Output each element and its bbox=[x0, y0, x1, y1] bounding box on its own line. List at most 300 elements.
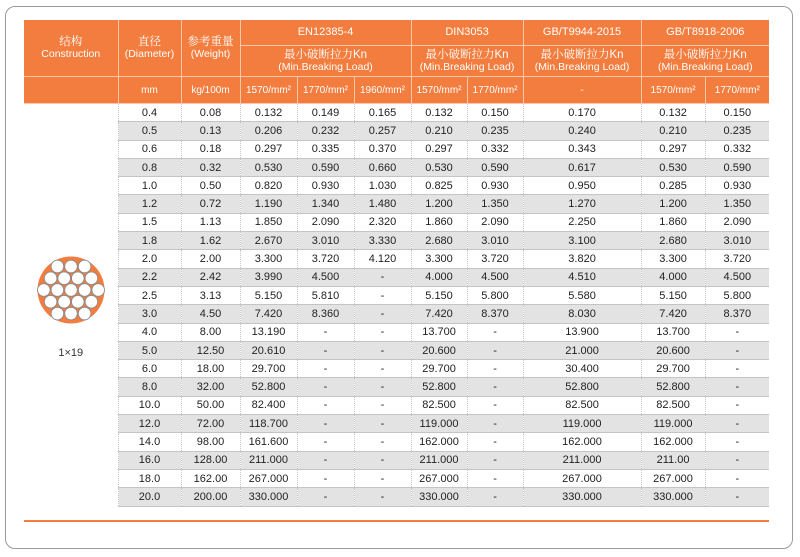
cell-gb1770: 4.500 bbox=[705, 268, 769, 286]
cell-en1570: 2.670 bbox=[240, 232, 297, 250]
cell-en1960: 0.370 bbox=[354, 140, 411, 158]
cell-din1770: 1.350 bbox=[467, 195, 523, 213]
cell-din1570: 330.000 bbox=[411, 488, 467, 506]
cell-en1770: - bbox=[297, 469, 354, 487]
wire-circle bbox=[64, 260, 77, 273]
cell-en1770: - bbox=[297, 396, 354, 414]
cell-gb1570: 52.800 bbox=[641, 378, 705, 396]
cell-en1960: - bbox=[354, 305, 411, 323]
cell-en1570: 29.700 bbox=[240, 360, 297, 378]
cell-en1570: 3.990 bbox=[240, 268, 297, 286]
cell-gb1570: 7.420 bbox=[641, 305, 705, 323]
cell-en1960: 2.320 bbox=[354, 213, 411, 231]
construction-header bbox=[24, 20, 118, 77]
cell-w: 0.72 bbox=[181, 195, 240, 213]
cell-gb9944: 3.100 bbox=[523, 232, 641, 250]
grade-1570-en: 1570/mm² bbox=[240, 77, 297, 104]
cell-din1570: 3.300 bbox=[411, 250, 467, 268]
cell-w: 2.42 bbox=[181, 268, 240, 286]
wire-circle bbox=[92, 283, 105, 296]
table-row bbox=[24, 360, 769, 378]
mbl-label-en: (Min.Breaking Load) bbox=[278, 61, 373, 73]
mbl-header-din3053 bbox=[411, 46, 523, 77]
cell-en1770: - bbox=[297, 488, 354, 506]
cell-en1770: 4.500 bbox=[297, 268, 354, 286]
cell-d: 10.0 bbox=[118, 396, 181, 414]
cell-en1770: 0.590 bbox=[297, 158, 354, 176]
mbl-label-en: (Min.Breaking Load) bbox=[419, 61, 515, 73]
table-row bbox=[24, 232, 769, 250]
cell-din1570: 0.210 bbox=[411, 122, 467, 140]
cell-gb1770: - bbox=[705, 451, 769, 469]
cell-din1570: 29.700 bbox=[411, 360, 467, 378]
wire-circle bbox=[51, 283, 64, 296]
cell-w: 3.13 bbox=[181, 286, 240, 304]
cell-gb1570: 29.700 bbox=[641, 360, 705, 378]
standard-en12385-header: EN12385-4 bbox=[240, 20, 411, 46]
cell-en1770: - bbox=[297, 415, 354, 433]
cell-din1770: 0.235 bbox=[467, 122, 523, 140]
cell-din1570: 0.297 bbox=[411, 140, 467, 158]
table-row bbox=[24, 140, 769, 158]
grade-1960-en: 1960/mm² bbox=[354, 77, 411, 104]
grade-1770-gb: 1770/mm² bbox=[705, 77, 769, 104]
construction-header-en: Construction bbox=[41, 48, 101, 60]
cell-gb9944: 162.000 bbox=[523, 433, 641, 451]
cell-en1770: 0.930 bbox=[297, 177, 354, 195]
cell-gb1770: - bbox=[705, 396, 769, 414]
cell-din1770: 3.010 bbox=[467, 232, 523, 250]
cell-gb1770: 8.370 bbox=[705, 305, 769, 323]
cell-din1570: 1.860 bbox=[411, 213, 467, 231]
cell-gb1770: - bbox=[705, 341, 769, 359]
cell-din1570: 1.200 bbox=[411, 195, 467, 213]
cell-en1570: 0.206 bbox=[240, 122, 297, 140]
cell-en1770: - bbox=[297, 360, 354, 378]
cell-gb1770: 3.720 bbox=[705, 250, 769, 268]
cell-en1570: 0.530 bbox=[240, 158, 297, 176]
cell-gb1570: 2.680 bbox=[641, 232, 705, 250]
cell-d: 2.0 bbox=[118, 250, 181, 268]
cell-en1960: 0.165 bbox=[354, 104, 411, 122]
spec-rows bbox=[24, 104, 769, 507]
grade-1570-gb: 1570/mm² bbox=[641, 77, 705, 104]
cell-en1570: 330.000 bbox=[240, 488, 297, 506]
cell-en1570: 267.000 bbox=[240, 469, 297, 487]
construction-cell bbox=[24, 104, 118, 507]
cell-gb1770: 0.235 bbox=[705, 122, 769, 140]
cell-w: 0.50 bbox=[181, 177, 240, 195]
cell-din1570: 52.800 bbox=[411, 378, 467, 396]
mbl-label-cn: 最小破断拉力Kn bbox=[283, 49, 368, 61]
cell-en1770: 5.810 bbox=[297, 286, 354, 304]
wire-circle bbox=[71, 295, 84, 308]
cell-din1570: 211.000 bbox=[411, 451, 467, 469]
cell-en1770: 3.720 bbox=[297, 250, 354, 268]
cell-gb1570: 13.700 bbox=[641, 323, 705, 341]
cell-d: 2.5 bbox=[118, 286, 181, 304]
table-row bbox=[24, 268, 769, 286]
cell-en1960: 1.480 bbox=[354, 195, 411, 213]
cell-gb9944: 8.030 bbox=[523, 305, 641, 323]
cell-din1770: - bbox=[467, 488, 523, 506]
cell-gb1770: - bbox=[705, 415, 769, 433]
cell-d: 1.2 bbox=[118, 195, 181, 213]
cell-din1770: 0.332 bbox=[467, 140, 523, 158]
cell-gb1770: - bbox=[705, 360, 769, 378]
cell-en1960: - bbox=[354, 451, 411, 469]
cell-w: 4.50 bbox=[181, 305, 240, 323]
table-row bbox=[24, 378, 769, 396]
bottom-accent-line bbox=[24, 520, 769, 522]
cell-din1770: - bbox=[467, 433, 523, 451]
table-row bbox=[24, 122, 769, 140]
cell-w: 1.62 bbox=[181, 232, 240, 250]
construction-unit-cell bbox=[24, 77, 118, 104]
table-row bbox=[24, 158, 769, 176]
cell-w: 128.00 bbox=[181, 451, 240, 469]
cell-din1570: 0.530 bbox=[411, 158, 467, 176]
cell-en1960: 3.330 bbox=[354, 232, 411, 250]
cell-d: 1.5 bbox=[118, 213, 181, 231]
cell-din1770: 8.370 bbox=[467, 305, 523, 323]
cell-w: 98.00 bbox=[181, 433, 240, 451]
cell-din1570: 13.700 bbox=[411, 323, 467, 341]
wire-circle bbox=[58, 295, 71, 308]
cell-d: 18.0 bbox=[118, 469, 181, 487]
cell-w: 0.18 bbox=[181, 140, 240, 158]
table-row bbox=[24, 104, 769, 122]
weight-header-en: (Weight) bbox=[190, 48, 231, 60]
cell-gb1770: - bbox=[705, 378, 769, 396]
cell-w: 50.00 bbox=[181, 396, 240, 414]
cell-en1570: 7.420 bbox=[240, 305, 297, 323]
cell-din1570: 7.420 bbox=[411, 305, 467, 323]
cell-d: 0.4 bbox=[118, 104, 181, 122]
cell-gb1570: 5.150 bbox=[641, 286, 705, 304]
cell-din1570: 162.000 bbox=[411, 433, 467, 451]
standard-din3053-header: DIN3053 bbox=[411, 20, 523, 46]
cell-gb9944: 119.000 bbox=[523, 415, 641, 433]
cell-gb1770: 1.350 bbox=[705, 195, 769, 213]
cell-gb9944: 30.400 bbox=[523, 360, 641, 378]
cell-gb1570: 3.300 bbox=[641, 250, 705, 268]
cell-din1570: 4.000 bbox=[411, 268, 467, 286]
cell-din1770: 4.500 bbox=[467, 268, 523, 286]
wire-circle bbox=[85, 295, 98, 308]
cell-w: 8.00 bbox=[181, 323, 240, 341]
cell-din1770: - bbox=[467, 396, 523, 414]
cell-en1960: - bbox=[354, 378, 411, 396]
cell-gb1770: 0.150 bbox=[705, 104, 769, 122]
cell-gb9944: 267.000 bbox=[523, 469, 641, 487]
cell-gb1770: - bbox=[705, 469, 769, 487]
table-row bbox=[24, 213, 769, 231]
wire-circle bbox=[64, 283, 77, 296]
weight-header-cn: 参考重量 bbox=[187, 36, 234, 48]
cell-gb9944: 21.000 bbox=[523, 341, 641, 359]
cell-gb9944: 211.000 bbox=[523, 451, 641, 469]
cell-d: 0.5 bbox=[118, 122, 181, 140]
cell-en1770: 8.360 bbox=[297, 305, 354, 323]
cell-din1770: - bbox=[467, 415, 523, 433]
cell-en1570: 1.850 bbox=[240, 213, 297, 231]
cell-d: 14.0 bbox=[118, 433, 181, 451]
cell-d: 8.0 bbox=[118, 378, 181, 396]
cell-d: 1.0 bbox=[118, 177, 181, 195]
mbl-label-cn: 最小破断拉力Kn bbox=[425, 49, 509, 61]
cell-en1770: 0.232 bbox=[297, 122, 354, 140]
wire-circle bbox=[58, 271, 71, 284]
wire-circle bbox=[44, 295, 57, 308]
cell-din1570: 20.600 bbox=[411, 341, 467, 359]
diameter-header-cn: 直径 bbox=[138, 36, 161, 48]
wire-circle bbox=[78, 283, 91, 296]
cell-d: 16.0 bbox=[118, 451, 181, 469]
cell-gb9944: 1.270 bbox=[523, 195, 641, 213]
weight-header bbox=[181, 20, 240, 77]
cell-gb9944: 13.900 bbox=[523, 323, 641, 341]
cell-d: 5.0 bbox=[118, 341, 181, 359]
cell-w: 1.13 bbox=[181, 213, 240, 231]
wire-circle bbox=[51, 260, 64, 273]
cell-en1770: 2.090 bbox=[297, 213, 354, 231]
mbl-header-en12385 bbox=[240, 46, 411, 77]
grade-gb9944: - bbox=[523, 77, 641, 104]
cell-en1570: 3.300 bbox=[240, 250, 297, 268]
cell-gb1770: 5.800 bbox=[705, 286, 769, 304]
table-row bbox=[24, 341, 769, 359]
cell-din1770: - bbox=[467, 341, 523, 359]
cell-d: 2.2 bbox=[118, 268, 181, 286]
cell-w: 72.00 bbox=[181, 415, 240, 433]
cell-gb9944: 4.510 bbox=[523, 268, 641, 286]
cell-en1570: 5.150 bbox=[240, 286, 297, 304]
cell-gb9944: 0.617 bbox=[523, 158, 641, 176]
cell-din1570: 0.825 bbox=[411, 177, 467, 195]
wire-circle bbox=[37, 283, 50, 296]
cell-w: 32.00 bbox=[181, 378, 240, 396]
cell-en1570: 161.600 bbox=[240, 433, 297, 451]
cell-gb1570: 162.000 bbox=[641, 433, 705, 451]
cell-din1570: 0.132 bbox=[411, 104, 467, 122]
cell-gb1570: 267.000 bbox=[641, 469, 705, 487]
cell-en1770: 1.340 bbox=[297, 195, 354, 213]
cell-en1570: 13.190 bbox=[240, 323, 297, 341]
cell-gb1570: 0.530 bbox=[641, 158, 705, 176]
cell-en1960: - bbox=[354, 433, 411, 451]
cell-gb9944: 2.250 bbox=[523, 213, 641, 231]
cell-w: 162.00 bbox=[181, 469, 240, 487]
cell-en1960: 1.030 bbox=[354, 177, 411, 195]
cell-en1770: - bbox=[297, 378, 354, 396]
cell-gb1770: 2.090 bbox=[705, 213, 769, 231]
cell-en1570: 82.400 bbox=[240, 396, 297, 414]
cell-gb1570: 0.132 bbox=[641, 104, 705, 122]
cell-gb1570: 0.210 bbox=[641, 122, 705, 140]
cell-din1770: 2.090 bbox=[467, 213, 523, 231]
cell-din1770: 0.150 bbox=[467, 104, 523, 122]
cell-w: 200.00 bbox=[181, 488, 240, 506]
table-row bbox=[24, 469, 769, 487]
cell-gb1770: 0.332 bbox=[705, 140, 769, 158]
cell-gb1770: 3.010 bbox=[705, 232, 769, 250]
cell-din1770: - bbox=[467, 323, 523, 341]
construction-label: 1×19 bbox=[58, 346, 84, 359]
cell-d: 0.8 bbox=[118, 158, 181, 176]
grade-1570-din: 1570/mm² bbox=[411, 77, 467, 104]
cell-en1960: - bbox=[354, 488, 411, 506]
cell-d: 0.6 bbox=[118, 140, 181, 158]
cell-din1770: 0.590 bbox=[467, 158, 523, 176]
table-row bbox=[24, 323, 769, 341]
mbl-label-en: (Min.Breaking Load) bbox=[658, 61, 753, 73]
cell-gb1570: 211.00 bbox=[641, 451, 705, 469]
table-row bbox=[24, 396, 769, 414]
cell-en1770: 3.010 bbox=[297, 232, 354, 250]
cell-gb1570: 1.860 bbox=[641, 213, 705, 231]
cell-din1570: 5.150 bbox=[411, 286, 467, 304]
diameter-header bbox=[118, 20, 181, 77]
cell-din1570: 119.000 bbox=[411, 415, 467, 433]
cell-din1770: 5.800 bbox=[467, 286, 523, 304]
diameter-unit: mm bbox=[118, 77, 181, 104]
cell-en1570: 1.190 bbox=[240, 195, 297, 213]
cell-d: 1.8 bbox=[118, 232, 181, 250]
cell-din1770: - bbox=[467, 378, 523, 396]
standard-gb9944-header: GB/T9944-2015 bbox=[523, 20, 641, 46]
cell-en1960: 0.257 bbox=[354, 122, 411, 140]
cell-en1570: 20.610 bbox=[240, 341, 297, 359]
cell-d: 3.0 bbox=[118, 305, 181, 323]
1x19-strand-cross-section-icon bbox=[33, 252, 109, 328]
cell-gb1570: 0.297 bbox=[641, 140, 705, 158]
mbl-label-cn: 最小破断拉力Kn bbox=[540, 49, 624, 61]
cell-gb1570: 1.200 bbox=[641, 195, 705, 213]
table-row bbox=[24, 195, 769, 213]
cell-gb9944: 0.240 bbox=[523, 122, 641, 140]
cell-gb9944: 330.000 bbox=[523, 488, 641, 506]
cell-gb9944: 0.343 bbox=[523, 140, 641, 158]
mbl-label-en: (Min.Breaking Load) bbox=[534, 61, 630, 73]
cell-gb9944: 52.800 bbox=[523, 378, 641, 396]
cell-en1960: 4.120 bbox=[354, 250, 411, 268]
cell-din1770: - bbox=[467, 451, 523, 469]
cell-en1960: - bbox=[354, 415, 411, 433]
cell-en1570: 211.000 bbox=[240, 451, 297, 469]
table-row bbox=[24, 286, 769, 304]
cell-w: 0.32 bbox=[181, 158, 240, 176]
table-row bbox=[24, 415, 769, 433]
cell-en1770: - bbox=[297, 341, 354, 359]
cell-en1570: 0.297 bbox=[240, 140, 297, 158]
cell-en1960: - bbox=[354, 323, 411, 341]
cell-w: 12.50 bbox=[181, 341, 240, 359]
cell-en1960: - bbox=[354, 286, 411, 304]
cell-en1570: 52.800 bbox=[240, 378, 297, 396]
cell-din1770: 0.930 bbox=[467, 177, 523, 195]
cell-gb9944: 82.500 bbox=[523, 396, 641, 414]
cell-d: 4.0 bbox=[118, 323, 181, 341]
cell-en1770: 0.149 bbox=[297, 104, 354, 122]
cell-en1570: 118.700 bbox=[240, 415, 297, 433]
cell-en1770: - bbox=[297, 451, 354, 469]
wire-circle bbox=[71, 271, 84, 284]
cell-w: 18.00 bbox=[181, 360, 240, 378]
construction-header-cn: 结构 bbox=[59, 36, 83, 48]
cell-w: 2.00 bbox=[181, 250, 240, 268]
cell-gb1570: 4.000 bbox=[641, 268, 705, 286]
cell-gb1770: - bbox=[705, 323, 769, 341]
mbl-label-cn: 最小破断拉力Kn bbox=[663, 49, 747, 61]
table-row bbox=[24, 488, 769, 506]
cell-gb1770: 0.930 bbox=[705, 177, 769, 195]
cell-en1770: - bbox=[297, 323, 354, 341]
cell-gb1570: 330.000 bbox=[641, 488, 705, 506]
cell-gb9944: 0.170 bbox=[523, 104, 641, 122]
cell-en1960: - bbox=[354, 469, 411, 487]
wire-circle bbox=[51, 307, 64, 320]
grade-1770-en: 1770/mm² bbox=[297, 77, 354, 104]
table-row bbox=[24, 451, 769, 469]
cell-en1570: 0.820 bbox=[240, 177, 297, 195]
wire-circle bbox=[64, 307, 77, 320]
wire-circle bbox=[85, 271, 98, 284]
standard-gb8918-header: GB/T8918-2006 bbox=[641, 20, 769, 46]
cell-en1960: 0.660 bbox=[354, 158, 411, 176]
cell-gb1770: - bbox=[705, 488, 769, 506]
table-row bbox=[24, 433, 769, 451]
table-row bbox=[24, 177, 769, 195]
cell-din1770: 3.720 bbox=[467, 250, 523, 268]
cell-gb1570: 82.500 bbox=[641, 396, 705, 414]
cell-d: 20.0 bbox=[118, 488, 181, 506]
cell-gb1770: - bbox=[705, 433, 769, 451]
wire-circle bbox=[44, 271, 57, 284]
cell-en1960: - bbox=[354, 360, 411, 378]
cell-d: 6.0 bbox=[118, 360, 181, 378]
cell-din1570: 82.500 bbox=[411, 396, 467, 414]
cell-din1770: - bbox=[467, 469, 523, 487]
wire-circle bbox=[78, 260, 91, 273]
cell-w: 0.08 bbox=[181, 104, 240, 122]
weight-unit: kg/100m bbox=[181, 77, 240, 104]
wire-circle bbox=[78, 307, 91, 320]
wire-rope-spec-table bbox=[24, 20, 769, 507]
cell-din1770: - bbox=[467, 360, 523, 378]
diameter-header-en: (Diameter) bbox=[124, 48, 175, 60]
cell-en1770: - bbox=[297, 433, 354, 451]
mbl-header-gb9944 bbox=[523, 46, 641, 77]
cell-gb1770: 0.590 bbox=[705, 158, 769, 176]
cell-din1570: 2.680 bbox=[411, 232, 467, 250]
cell-en1770: 0.335 bbox=[297, 140, 354, 158]
cell-gb9944: 0.950 bbox=[523, 177, 641, 195]
cell-en1570: 0.132 bbox=[240, 104, 297, 122]
cell-gb1570: 0.285 bbox=[641, 177, 705, 195]
cell-en1960: - bbox=[354, 268, 411, 286]
mbl-header-gb8918 bbox=[641, 46, 769, 77]
table-row bbox=[24, 305, 769, 323]
cell-gb9944: 5.580 bbox=[523, 286, 641, 304]
cell-w: 0.13 bbox=[181, 122, 240, 140]
cell-en1960: - bbox=[354, 396, 411, 414]
cell-gb9944: 3.820 bbox=[523, 250, 641, 268]
cell-din1570: 267.000 bbox=[411, 469, 467, 487]
table-row bbox=[24, 250, 769, 268]
cell-en1960: - bbox=[354, 341, 411, 359]
cell-gb1570: 20.600 bbox=[641, 341, 705, 359]
